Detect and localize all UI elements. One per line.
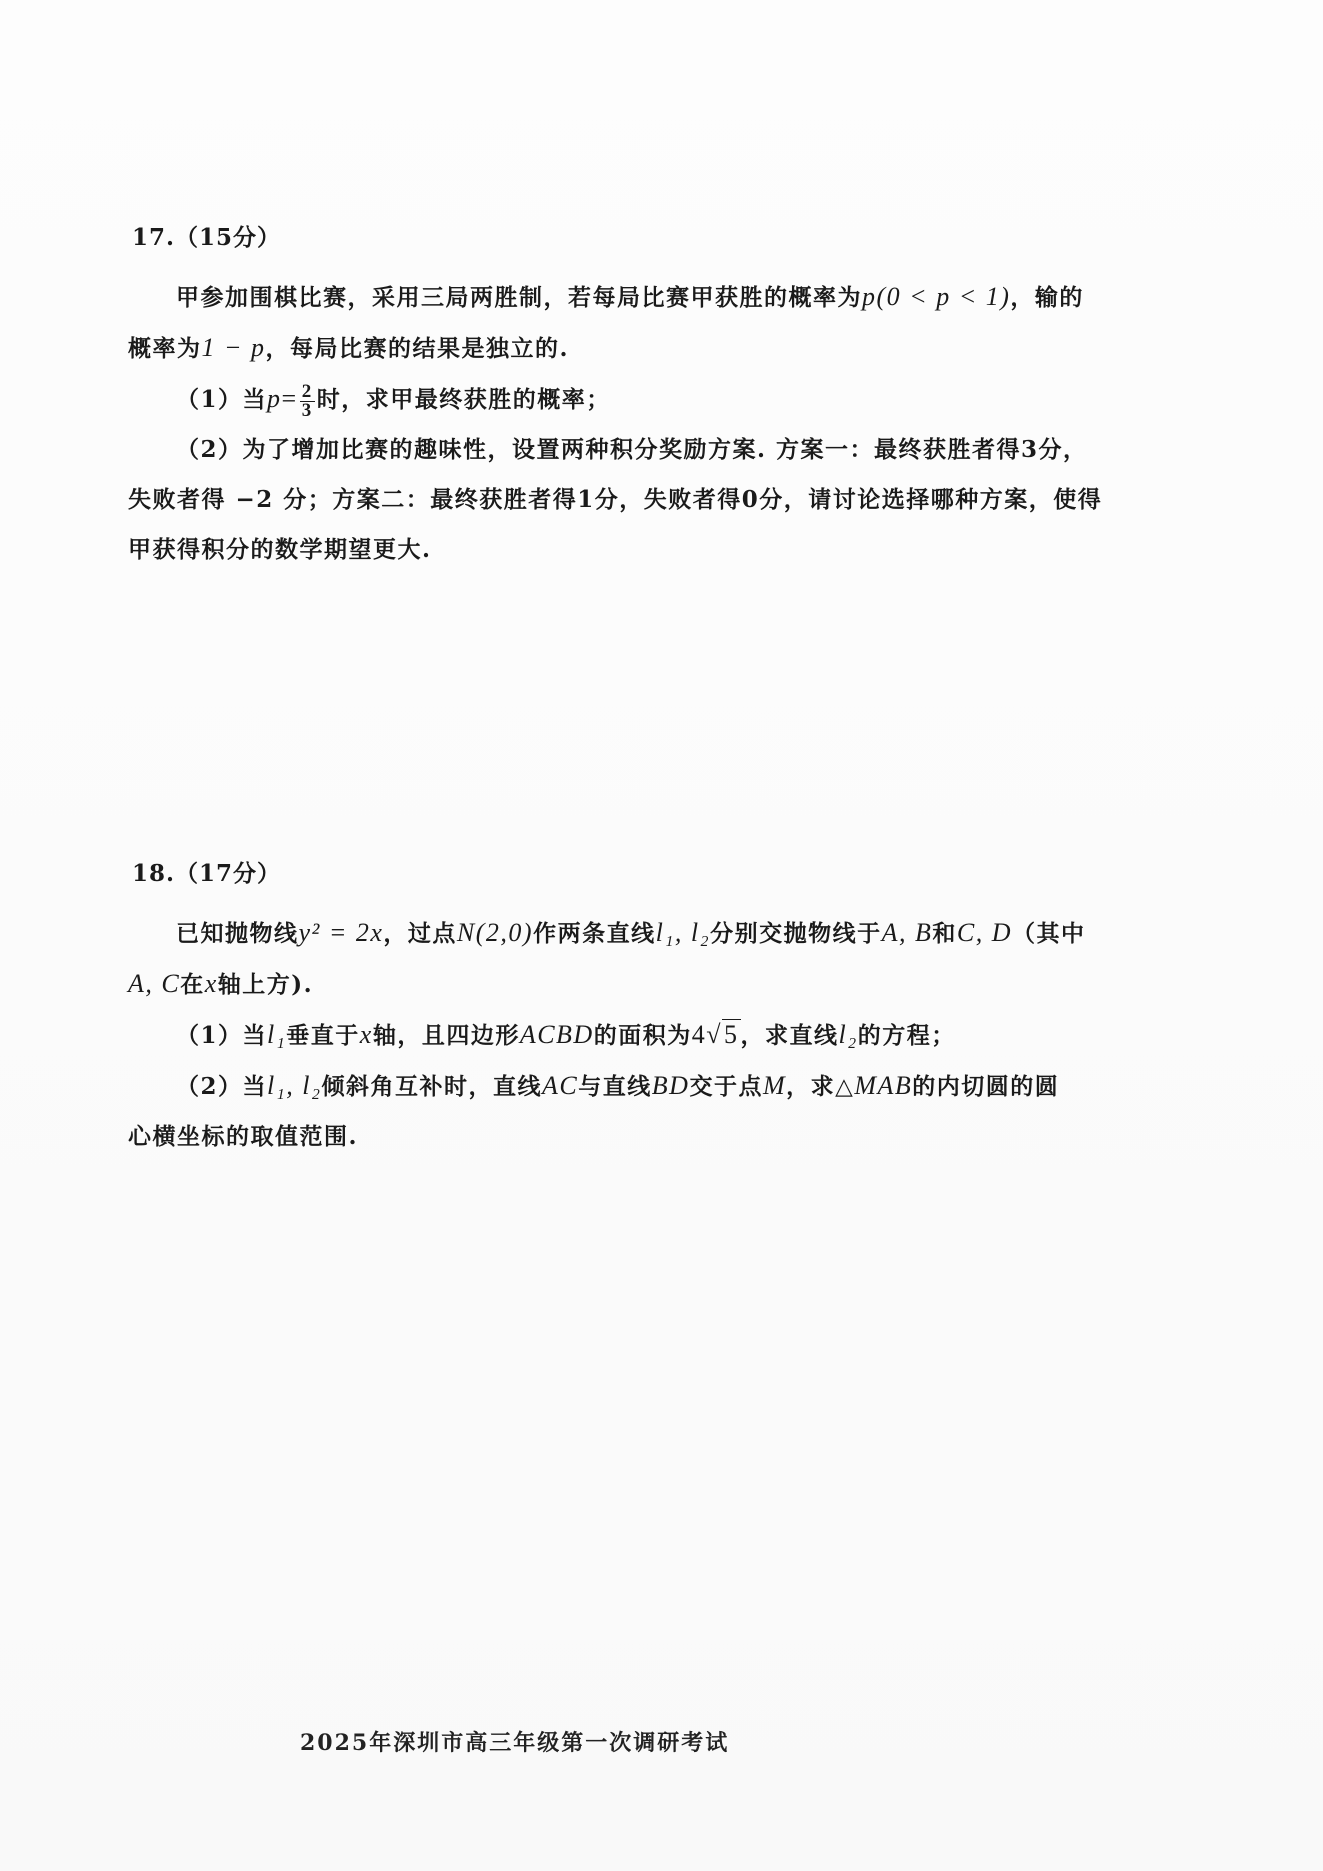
problem-18-line-1: 已知抛物线y² = 2x，过点N(2,0)作两条直线l₁, l₂分别交抛物线于A, B和C, D（其中: [176, 918, 1086, 947]
problem-17-heading: 17.（15分）: [132, 224, 282, 251]
footer-text: 2025年深圳市高三年级第一次调研考试: [300, 1730, 730, 1756]
problem-17-part-2-line-2: 失败者得 −2 分；方案二：最终获胜者得1分，失败者得0分，请讨论选择哪种方案，使得: [128, 486, 1103, 513]
page-footer: [300, 1730, 730, 1758]
problem-18-part-2-line-2: 心横坐标的取值范围.: [128, 1123, 359, 1150]
sqrt-expression: 4√5: [691, 1020, 739, 1049]
problem-17: [128, 222, 1138, 575]
problem-18: [128, 858, 1138, 1162]
problem-17-part-1: （1）当p= $\frac{2}{3}$ 时，求甲最终获胜的概率；: [176, 380, 611, 421]
problem-17-part-2-line-3: 甲获得积分的数学期望更大.: [128, 536, 432, 563]
problem-18-part-1: （1）当l₁垂直于x轴，且四边形ACBD的面积为4√5，求直线l₂的方程；: [176, 1020, 956, 1049]
problem-17-line-2: 概率为1 − p，每局比赛的结果是独立的.: [128, 333, 570, 362]
problem-17-part-2-line-1: （2）为了增加比赛的趣味性，设置两种积分奖励方案. 方案一：最终获胜者得3分，: [176, 436, 1088, 463]
problem-18-line-2: A, C在x轴上方).: [128, 969, 314, 998]
problem-18-part-2-line-1: （2）当l₁, l₂倾斜角互补时，直线AC与直线BD交于点M，求△MAB的内切圆的圆: [176, 1071, 1060, 1100]
problem-17-line-1: 甲参加围棋比赛，采用三局两胜制，若每局比赛甲获胜的概率为p(0 < p < 1)，输的: [176, 282, 1084, 311]
problem-18-heading: 18.（17分）: [132, 860, 282, 887]
fraction-two-thirds: $\frac{2}{3}$: [301, 380, 313, 421]
